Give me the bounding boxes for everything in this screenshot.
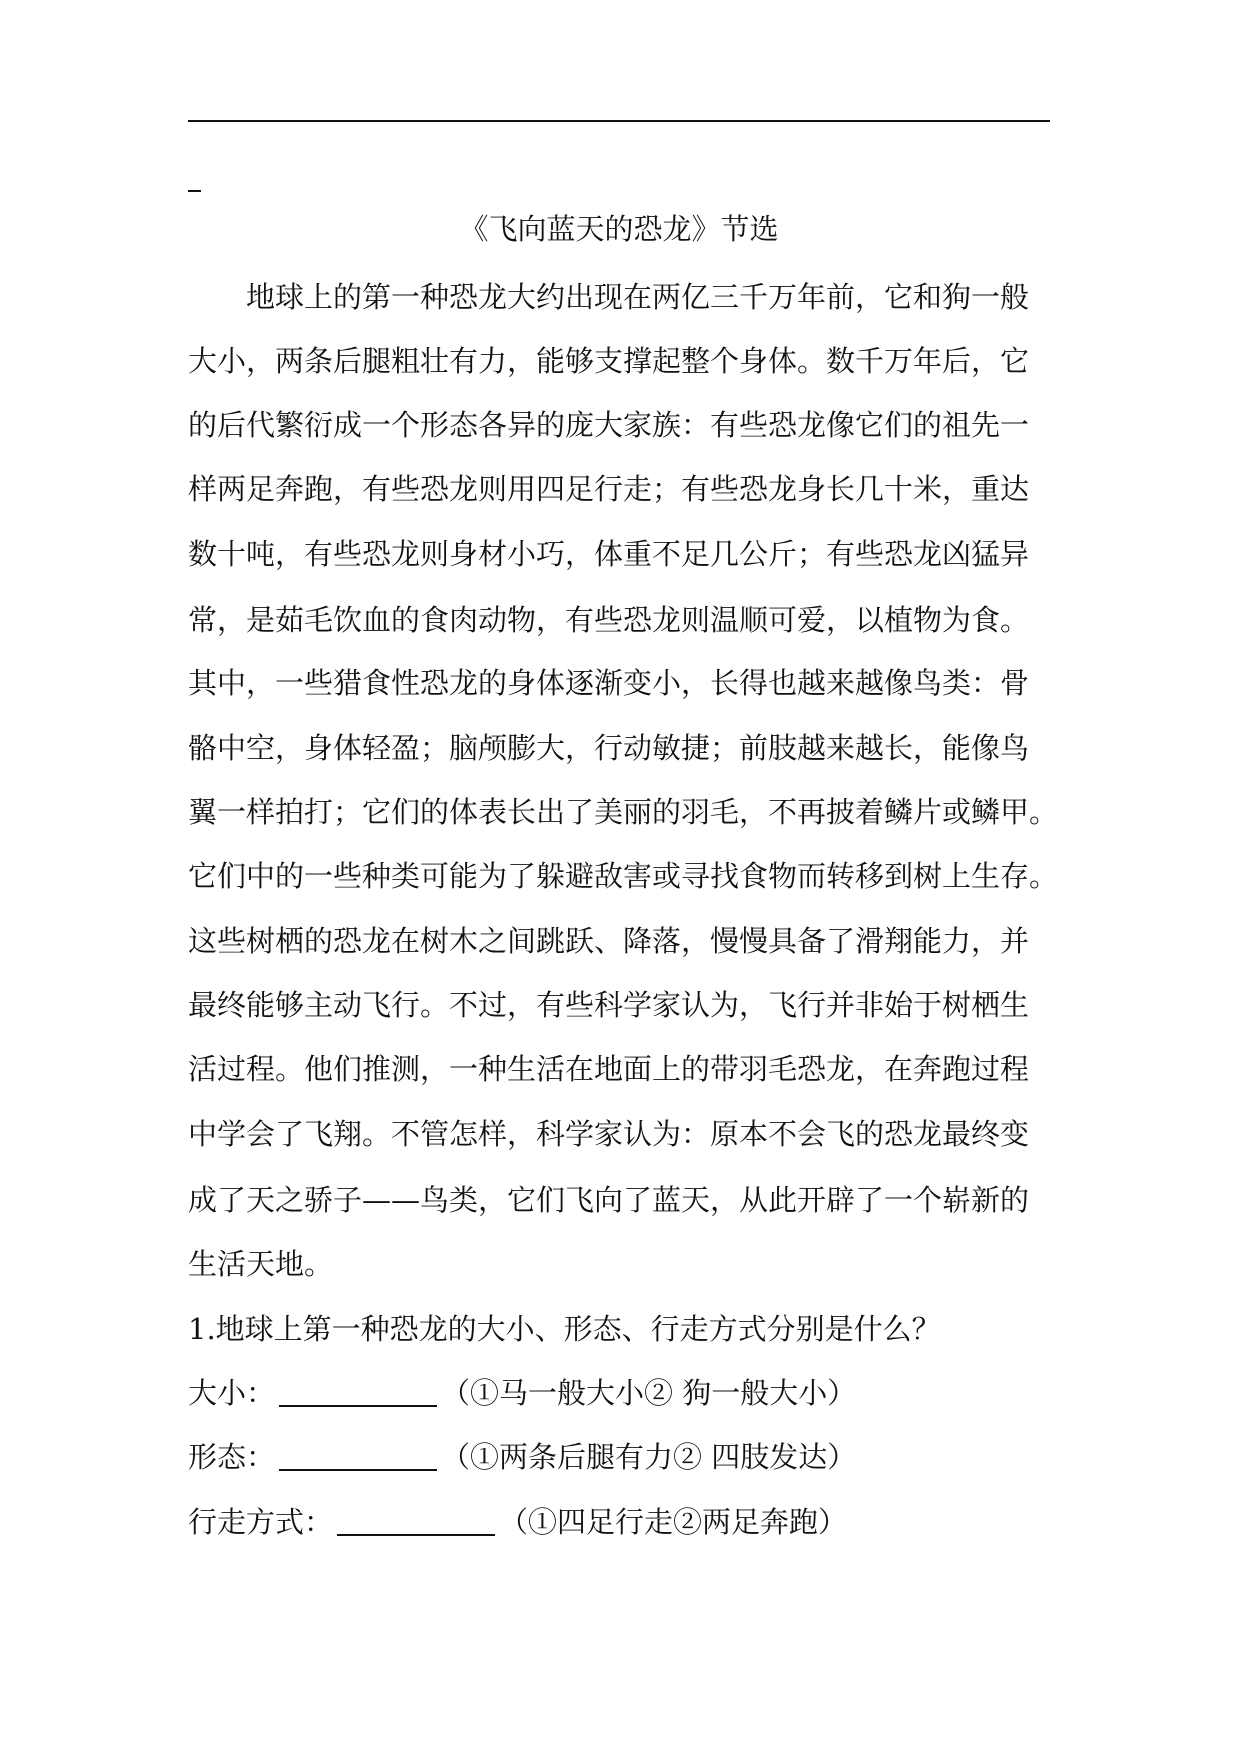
passage-line: 大小，两条后腿粗壮有力，能够支撑起整个身体。数千万年后，它: [188, 344, 1030, 378]
passage-line: 成了天之骄子——鸟类，它们飞向了蓝天，从此开辟了一个崭新的: [188, 1183, 1030, 1217]
answer-label: 形态：: [188, 1440, 276, 1474]
passage-line: 骼中空，身体轻盈；脑颅膨大，行动敏捷；前肢越来越长，能像鸟: [188, 731, 1030, 765]
passage-line: 翼一样拍打；它们的体表长出了美丽的羽毛，不再披着鳞片或鳞甲。: [188, 795, 1059, 829]
passage-line: 其中，一些猎食性恐龙的身体逐渐变小，长得也越来越像鸟类：骨: [188, 666, 1030, 700]
passage-line: 活过程。他们推测，一种生活在地面上的带羽毛恐龙，在奔跑过程: [188, 1052, 1030, 1086]
answer-blank[interactable]: [279, 1405, 437, 1407]
short-dash-mark: [188, 190, 201, 192]
passage-line: 样两足奔跑，有些恐龙则用四足行走；有些恐龙身长几十米，重达: [188, 472, 1030, 506]
passage-line: 数十吨，有些恐龙则身材小巧，体重不足几公斤；有些恐龙凶猛异: [188, 537, 1030, 571]
passage-line: 的后代繁衍成一个形态各异的庞大家族：有些恐龙像它们的祖先一: [188, 408, 1030, 442]
answer-blank[interactable]: [337, 1534, 495, 1536]
answer-blank[interactable]: [279, 1469, 437, 1471]
passage-line: 最终能够主动飞行。不过，有些科学家认为，飞行并非始于树栖生: [188, 988, 1030, 1022]
answer-options: （①两条后腿有力② 四肢发达）: [441, 1440, 857, 1474]
passage-line: 生活天地。: [188, 1247, 334, 1281]
passage-line: 常，是茹毛饮血的食肉动物，有些恐龙则温顺可爱，以植物为食。: [188, 603, 1030, 637]
passage-line: 地球上的第一种恐龙大约出现在两亿三千万年前，它和狗一般: [246, 280, 1030, 314]
passage-line: 中学会了飞翔。不管怎样，科学家认为：原本不会飞的恐龙最终变: [188, 1117, 1030, 1151]
answer-label: 大小：: [188, 1376, 276, 1410]
answer-row-gait: [188, 1503, 1050, 1541]
answer-label: 行走方式：: [188, 1505, 334, 1539]
answer-options: （①四足行走②两足奔跑）: [499, 1505, 848, 1539]
question-prompt: 1.地球上第一种恐龙的大小、形态、行走方式分别是什么？: [188, 1312, 941, 1346]
answer-row-shape: [188, 1438, 1050, 1476]
answer-row-size: [188, 1374, 1050, 1412]
answer-options: （①马一般大小② 狗一般大小）: [441, 1376, 857, 1410]
top-divider-line: [188, 120, 1050, 122]
passage-line: 它们中的一些种类可能为了躲避敌害或寻找食物而转移到树上生存。: [188, 859, 1059, 893]
passage-line: 这些树栖的恐龙在树木之间跳跃、降落，慢慢具备了滑翔能力，并: [188, 924, 1030, 958]
passage-title: 《飞向蓝天的恐龙》节选: [459, 212, 779, 246]
